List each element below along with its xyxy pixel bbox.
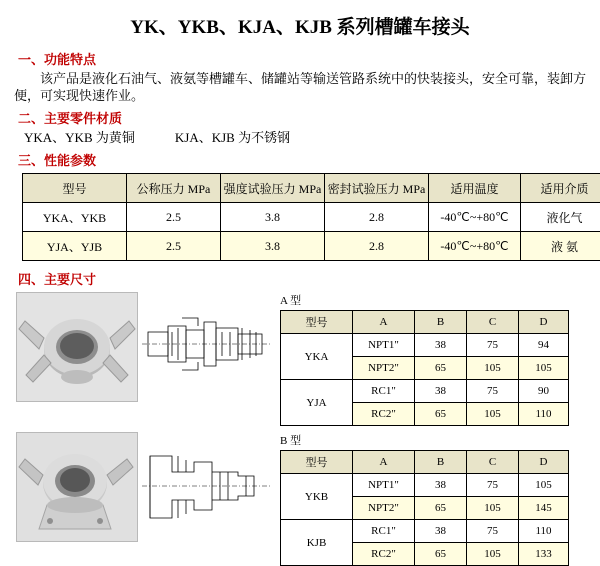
cell-model-group: KJB [281, 520, 353, 566]
cell-c: 105 [467, 497, 519, 520]
cell-d: 110 [519, 403, 569, 426]
table-row [281, 334, 569, 357]
cell-strength-test: 3.8 [221, 203, 325, 232]
cell-model-group: YKA [281, 334, 353, 380]
cell-nominal-pressure: 2.5 [127, 203, 221, 232]
table-header-row [281, 311, 569, 334]
product-photo-a [16, 292, 138, 402]
col-header-c: C [467, 311, 519, 334]
material-brass-text: YKA、YKB 为黄铜 [24, 130, 135, 145]
cell-a: RC2" [353, 543, 415, 566]
dimension-table-b-wrap [280, 432, 569, 566]
section-2-text [24, 129, 586, 146]
section-1-text: 该产品是液化石油气、液氨等槽罐车、储罐站等输送管路系统中的快装接头，安全可靠，装卸方便，可实现快速作业。 [14, 70, 586, 104]
cell-c: 75 [467, 380, 519, 403]
cell-model: YJA、YJB [23, 232, 127, 261]
section-3-heading: 三、性能参数 [18, 150, 600, 169]
cell-b: 65 [415, 403, 467, 426]
cell-temperature: -40℃~+80℃ [429, 232, 521, 261]
col-header-model: 型号 [23, 174, 127, 203]
table-row [281, 520, 569, 543]
cell-a: NPT1" [353, 474, 415, 497]
col-header-b: B [415, 451, 467, 474]
performance-table [22, 173, 600, 261]
col-header-a: A [353, 451, 415, 474]
row-type-a [16, 292, 600, 426]
cell-c: 75 [467, 334, 519, 357]
row-type-b [16, 432, 600, 566]
cell-seal-test: 2.8 [325, 203, 429, 232]
technical-drawing-a [142, 292, 270, 400]
col-header-d: D [519, 451, 569, 474]
dimension-blocks [16, 292, 600, 566]
col-header-c: C [467, 451, 519, 474]
cell-b: 65 [415, 543, 467, 566]
table-row [23, 232, 600, 261]
cell-a: NPT1" [353, 334, 415, 357]
coupling-photo-a-graphic [17, 293, 137, 401]
cell-c: 105 [467, 543, 519, 566]
table-header-row [281, 451, 569, 474]
cell-d: 110 [519, 520, 569, 543]
page-title: YK、YKB、KJA、KJB 系列槽罐车接头 [0, 0, 600, 45]
table-header-row [23, 174, 600, 203]
col-header-model: 型号 [281, 451, 353, 474]
dimension-table-a-wrap [280, 292, 569, 426]
dimension-table-b [280, 450, 569, 566]
col-header-d: D [519, 311, 569, 334]
cell-b: 38 [415, 474, 467, 497]
cell-a: RC1" [353, 380, 415, 403]
cell-seal-test: 2.8 [325, 232, 429, 261]
cell-a: RC1" [353, 520, 415, 543]
cell-c: 105 [467, 403, 519, 426]
cell-b: 38 [415, 380, 467, 403]
cell-a: RC2" [353, 403, 415, 426]
coupling-drawing-a-graphic [142, 292, 270, 400]
col-header-seal-test: 密封试验压力 MPa [325, 174, 429, 203]
cell-a: NPT2" [353, 497, 415, 520]
cell-a: NPT2" [353, 357, 415, 380]
technical-drawing-b [142, 432, 270, 540]
cell-nominal-pressure: 2.5 [127, 232, 221, 261]
table-row [23, 203, 600, 232]
section-4-heading: 四、主要尺寸 [18, 269, 600, 288]
col-header-strength-test: 强度试验压力 MPa [221, 174, 325, 203]
cell-d: 133 [519, 543, 569, 566]
cell-d: 105 [519, 474, 569, 497]
cell-d: 94 [519, 334, 569, 357]
cell-b: 38 [415, 520, 467, 543]
col-header-medium: 适用介质 [521, 174, 600, 203]
col-header-temperature: 适用温度 [429, 174, 521, 203]
product-photo-b [16, 432, 138, 542]
cell-b: 65 [415, 497, 467, 520]
col-header-b: B [415, 311, 467, 334]
cell-model-group: YKB [281, 474, 353, 520]
table-row [281, 474, 569, 497]
cell-d: 145 [519, 497, 569, 520]
col-header-model: 型号 [281, 311, 353, 334]
coupling-photo-b-graphic [17, 433, 137, 541]
type-b-label: B 型 [280, 432, 569, 448]
cell-medium: 液 氨 [521, 232, 600, 261]
cell-b: 65 [415, 357, 467, 380]
type-a-label: A 型 [280, 292, 569, 308]
cell-temperature: -40℃~+80℃ [429, 203, 521, 232]
section-2-heading: 二、主要零件材质 [18, 108, 600, 127]
table-row [281, 380, 569, 403]
section-1-heading: 一、功能特点 [18, 49, 600, 68]
cell-strength-test: 3.8 [221, 232, 325, 261]
cell-b: 38 [415, 334, 467, 357]
cell-medium: 液化气 [521, 203, 600, 232]
cell-c: 75 [467, 520, 519, 543]
cell-c: 105 [467, 357, 519, 380]
col-header-a: A [353, 311, 415, 334]
cell-d: 105 [519, 357, 569, 380]
coupling-drawing-b-graphic [142, 432, 270, 540]
cell-model: YKA、YKB [23, 203, 127, 232]
material-steel-text: KJA、KJB 为不锈钢 [175, 130, 290, 145]
cell-d: 90 [519, 380, 569, 403]
dimension-table-a [280, 310, 569, 426]
col-header-nominal-pressure: 公称压力 MPa [127, 174, 221, 203]
cell-c: 75 [467, 474, 519, 497]
cell-model-group: YJA [281, 380, 353, 426]
